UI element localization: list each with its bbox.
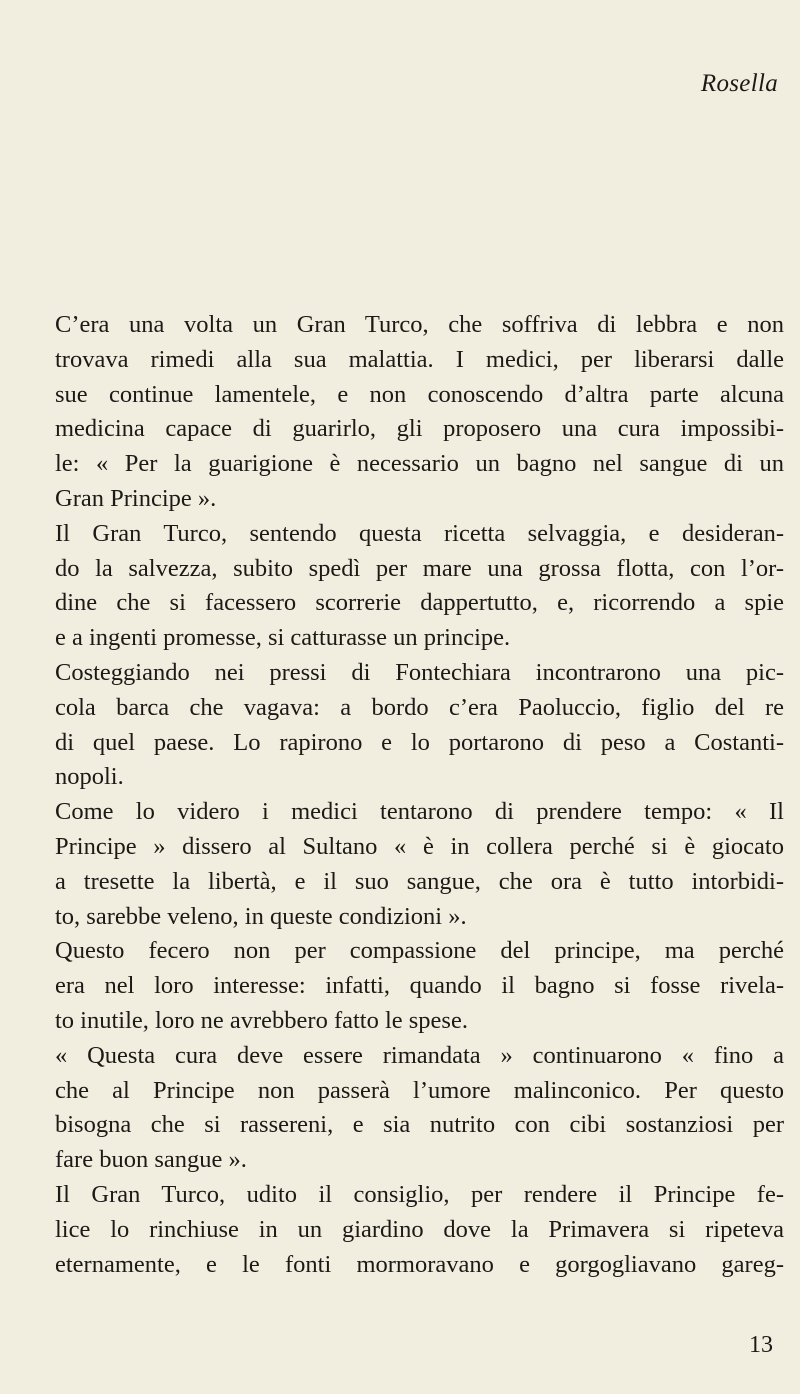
text-line: Costeggiando nei pressi di Fontechiara incontrarono una pic- bbox=[55, 658, 784, 686]
text-line: sue continue lamentele, e non conoscendo d’altra parte alcuna bbox=[55, 380, 784, 408]
text-line: Principe » dissero al Sultano « è in collera perché si è giocato bbox=[55, 832, 784, 860]
text-line: eternamente, e le fonti mormoravano e gorgogliavano gareg- bbox=[55, 1250, 784, 1278]
text-line: di quel paese. Lo rapirono e lo portarono di peso a Costanti- bbox=[55, 728, 784, 756]
text-line: le: « Per la guarigione è necessario un bagno nel sangue di un bbox=[55, 450, 784, 478]
text-line: lice lo rinchiuse in un giardino dove la Primavera si ripeteva bbox=[55, 1215, 784, 1243]
body-text bbox=[55, 308, 784, 1282]
text-line: trovava rimedi alla sua malattia. I medici, per liberarsi dalle bbox=[55, 345, 784, 373]
text-line: e a ingenti promesse, si catturasse un principe. bbox=[55, 624, 511, 652]
text-line: Il Gran Turco, udito il consiglio, per rendere il Principe fe- bbox=[55, 1180, 784, 1208]
text-line: to, sarebbe veleno, in queste condizioni ». bbox=[55, 902, 467, 930]
page-number: 13 bbox=[749, 1332, 773, 1358]
text-line: che al Principe non passerà l’umore malinconico. Per questo bbox=[55, 1076, 784, 1104]
text-line: era nel loro interesse: infatti, quando il bagno si fosse rivela- bbox=[55, 972, 784, 1000]
text-line: fare buon sangue ». bbox=[55, 1146, 247, 1174]
text-line: Gran Principe ». bbox=[55, 484, 217, 512]
text-line: cola barca che vagava: a bordo c’era Paoluccio, figlio del re bbox=[55, 693, 784, 721]
text-line: do la salvezza, subito spedì per mare una grossa flotta, con l’or- bbox=[55, 554, 784, 582]
text-line: Il Gran Turco, sentendo questa ricetta selvaggia, e desideran- bbox=[55, 519, 784, 547]
text-line: bisogna che si rassereni, e sia nutrito con cibi sostanziosi per bbox=[55, 1111, 784, 1139]
text-line: C’era una volta un Gran Turco, che soffriva di lebbra e non bbox=[55, 311, 784, 338]
text-line: medicina capace di guarirlo, gli proposero una cura impossibi- bbox=[55, 415, 784, 443]
text-line: dine che si facessero scorrerie dappertutto, e, ricorrendo a spie bbox=[55, 589, 784, 617]
text-line: nopoli. bbox=[55, 763, 124, 791]
text-line: to inutile, loro ne avrebbero fatto le spese. bbox=[55, 1006, 468, 1034]
text-line: « Questa cura deve essere rimandata » continuarono « fino a bbox=[55, 1041, 784, 1069]
text-line: Questo fecero non per compassione del principe, ma perché bbox=[55, 937, 784, 965]
text-line: Come lo videro i medici tentarono di prendere tempo: « Il bbox=[55, 798, 784, 826]
running-header-title: Rosella bbox=[700, 70, 778, 97]
text-line: a tresette la libertà, e il suo sangue, che ora è tutto intorbidi- bbox=[55, 867, 784, 895]
